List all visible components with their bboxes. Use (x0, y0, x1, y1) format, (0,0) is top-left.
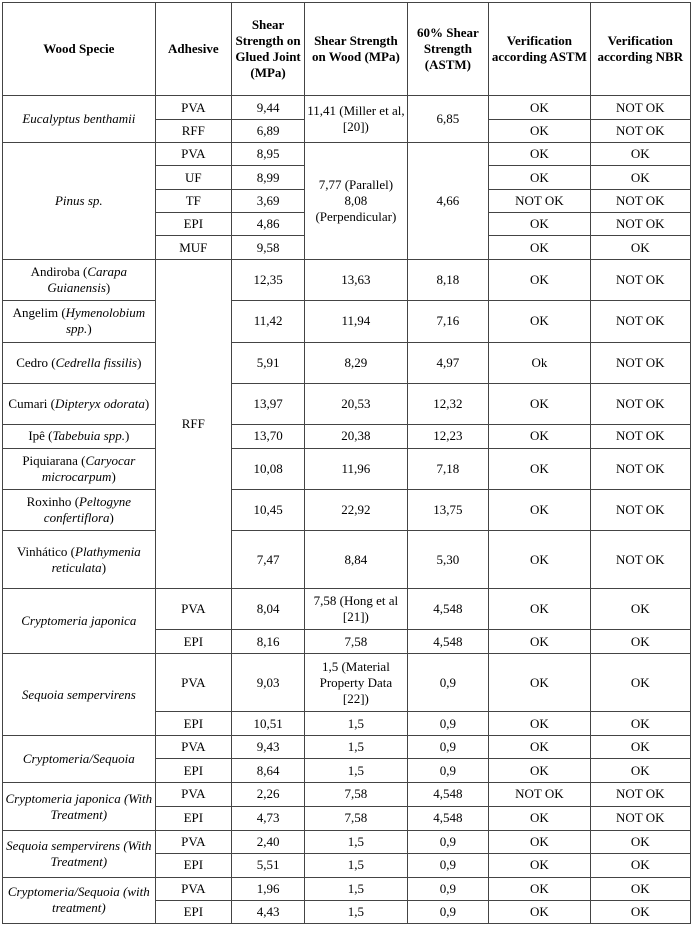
astm-cell: OK (489, 260, 590, 301)
table-row (3, 424, 691, 448)
adhesive-cell: EPI (155, 759, 231, 783)
species-cell: Cryptomeria/Sequoia (with treatment) (3, 877, 156, 923)
wood-cell: 8,84 (305, 530, 407, 588)
astm-cell: OK (489, 806, 590, 830)
species-cell: Ipê (Tabebuia spp.) (3, 424, 156, 448)
wood-cell: 1,5 (305, 900, 407, 923)
species-cell: Cedro (Cedrella fissilis) (3, 342, 156, 383)
header-wood-specie: Wood Specie (3, 3, 156, 96)
glued-cell: 3,69 (231, 190, 304, 213)
astm-cell: OK (489, 654, 590, 712)
astm-cell: OK (489, 736, 590, 759)
glued-cell: 9,44 (231, 96, 304, 120)
header-row (3, 3, 691, 96)
table-row (3, 342, 691, 383)
nbr-cell: NOT OK (590, 213, 690, 236)
nbr-cell: OK (590, 853, 690, 877)
astm-cell: OK (489, 301, 590, 342)
wood-cell: 20,38 (305, 424, 407, 448)
nbr-cell: NOT OK (590, 530, 690, 588)
table-row (3, 260, 691, 301)
table-row (3, 783, 691, 806)
astm-cell: Ok (489, 342, 590, 383)
astm-cell: OK (489, 383, 590, 424)
adhesive-cell: EPI (155, 213, 231, 236)
glued-cell: 13,70 (231, 424, 304, 448)
nbr-cell: NOT OK (590, 448, 690, 489)
astm-cell: OK (489, 166, 590, 190)
glued-cell: 4,43 (231, 900, 304, 923)
adhesive-cell: RFF (155, 260, 231, 589)
wood-cell: 7,58 (305, 630, 407, 654)
sixty-cell: 12,23 (407, 424, 489, 448)
astm-cell: OK (489, 530, 590, 588)
nbr-cell: OK (590, 712, 690, 736)
nbr-cell: NOT OK (590, 489, 690, 530)
sixty-cell: 5,30 (407, 530, 489, 588)
wood-cell: 7,58 (Hong et al [21]) (305, 589, 407, 630)
sixty-cell: 0,9 (407, 654, 489, 712)
nbr-cell: NOT OK (590, 96, 690, 120)
table-row (3, 654, 691, 712)
astm-cell: OK (489, 213, 590, 236)
species-cell: Roxinho (Peltogyne confertiflora) (3, 489, 156, 530)
adhesive-cell: PVA (155, 654, 231, 712)
astm-cell: OK (489, 448, 590, 489)
adhesive-cell: PVA (155, 736, 231, 759)
glued-cell: 4,73 (231, 806, 304, 830)
glued-cell: 8,99 (231, 166, 304, 190)
adhesive-cell: EPI (155, 806, 231, 830)
shear-strength-table (2, 2, 691, 924)
table-row (3, 589, 691, 630)
glued-cell: 10,08 (231, 448, 304, 489)
header-adhesive: Adhesive (155, 3, 231, 96)
wood-cell: 1,5 (305, 736, 407, 759)
nbr-cell: NOT OK (590, 260, 690, 301)
table-row (3, 530, 691, 588)
wood-cell: 11,41 (Miller et al, [20]) (305, 96, 407, 143)
astm-cell: OK (489, 489, 590, 530)
adhesive-cell: MUF (155, 236, 231, 260)
sixty-cell: 13,75 (407, 489, 489, 530)
sixty-cell: 0,9 (407, 736, 489, 759)
table-row (3, 877, 691, 900)
species-cell: Angelim (Hymenolobium spp.) (3, 301, 156, 342)
nbr-cell: NOT OK (590, 783, 690, 806)
adhesive-cell: PVA (155, 143, 231, 166)
glued-cell: 1,96 (231, 877, 304, 900)
nbr-cell: NOT OK (590, 301, 690, 342)
glued-cell: 2,40 (231, 830, 304, 853)
wood-cell: 11,96 (305, 448, 407, 489)
wood-cell: 7,58 (305, 783, 407, 806)
astm-cell: OK (489, 120, 590, 143)
glued-cell: 5,51 (231, 853, 304, 877)
species-cell: Andiroba (Carapa Guianensis) (3, 260, 156, 301)
species-cell: Eucalyptus benthamii (3, 96, 156, 143)
table-row (3, 448, 691, 489)
glued-cell: 12,35 (231, 260, 304, 301)
sixty-cell: 0,9 (407, 900, 489, 923)
adhesive-cell: PVA (155, 877, 231, 900)
glued-cell: 9,03 (231, 654, 304, 712)
nbr-cell: OK (590, 830, 690, 853)
wood-cell: 7,77 (Parallel) 8,08 (Perpendicular) (305, 143, 407, 260)
astm-cell: OK (489, 853, 590, 877)
sixty-cell: 4,548 (407, 630, 489, 654)
species-cell: Cryptomeria japonica (With Treatment) (3, 783, 156, 830)
glued-cell: 8,95 (231, 143, 304, 166)
glued-cell: 2,26 (231, 783, 304, 806)
adhesive-cell: PVA (155, 96, 231, 120)
nbr-cell: OK (590, 877, 690, 900)
sixty-cell: 8,18 (407, 260, 489, 301)
sixty-cell: 0,9 (407, 759, 489, 783)
species-cell: Sequoia sempervirens (With Treatment) (3, 830, 156, 877)
adhesive-cell: UF (155, 166, 231, 190)
wood-cell: 1,5 (305, 877, 407, 900)
astm-cell: OK (489, 96, 590, 120)
sixty-cell: 4,548 (407, 589, 489, 630)
nbr-cell: OK (590, 143, 690, 166)
sixty-cell: 0,9 (407, 830, 489, 853)
astm-cell: OK (489, 143, 590, 166)
nbr-cell: OK (590, 589, 690, 630)
adhesive-cell: RFF (155, 120, 231, 143)
wood-cell: 22,92 (305, 489, 407, 530)
wood-cell: 1,5 (305, 830, 407, 853)
adhesive-cell: EPI (155, 712, 231, 736)
glued-cell: 8,64 (231, 759, 304, 783)
adhesive-cell: PVA (155, 783, 231, 806)
sixty-cell: 0,9 (407, 712, 489, 736)
nbr-cell: NOT OK (590, 190, 690, 213)
astm-cell: NOT OK (489, 190, 590, 213)
sixty-cell: 4,548 (407, 806, 489, 830)
astm-cell: OK (489, 589, 590, 630)
nbr-cell: NOT OK (590, 342, 690, 383)
wood-cell: 8,29 (305, 342, 407, 383)
table-row (3, 301, 691, 342)
sixty-cell: 0,9 (407, 853, 489, 877)
wood-cell: 1,5 (305, 759, 407, 783)
species-cell: Cryptomeria/Sequoia (3, 736, 156, 783)
table-row (3, 736, 691, 759)
species-cell: Cryptomeria japonica (3, 589, 156, 654)
astm-cell: OK (489, 877, 590, 900)
header-astm: Verification according ASTM (489, 3, 590, 96)
astm-cell: OK (489, 236, 590, 260)
species-cell: Vinhático (Plathymenia reticulata) (3, 530, 156, 588)
astm-cell: OK (489, 712, 590, 736)
adhesive-cell: PVA (155, 830, 231, 853)
astm-cell: OK (489, 830, 590, 853)
glued-cell: 8,04 (231, 589, 304, 630)
nbr-cell: OK (590, 236, 690, 260)
glued-cell: 11,42 (231, 301, 304, 342)
header-nbr: Verification according NBR (590, 3, 690, 96)
glued-cell: 8,16 (231, 630, 304, 654)
nbr-cell: NOT OK (590, 424, 690, 448)
nbr-cell: OK (590, 630, 690, 654)
wood-cell: 1,5 (Material Property Data [22]) (305, 654, 407, 712)
table-row (3, 830, 691, 853)
nbr-cell: OK (590, 736, 690, 759)
glued-cell: 7,47 (231, 530, 304, 588)
header-sixty-percent: 60% Shear Strength (ASTM) (407, 3, 489, 96)
glued-cell: 10,51 (231, 712, 304, 736)
astm-cell: NOT OK (489, 783, 590, 806)
header-wood-strength: Shear Strength on Wood (MPa) (305, 3, 407, 96)
species-cell: Sequoia sempervirens (3, 654, 156, 736)
glued-cell: 5,91 (231, 342, 304, 383)
sixty-cell: 12,32 (407, 383, 489, 424)
sixty-cell: 4,548 (407, 783, 489, 806)
table-row (3, 383, 691, 424)
species-cell: Pinus sp. (3, 143, 156, 260)
astm-cell: OK (489, 630, 590, 654)
wood-cell: 13,63 (305, 260, 407, 301)
wood-cell: 1,5 (305, 853, 407, 877)
adhesive-cell: PVA (155, 589, 231, 630)
adhesive-cell: EPI (155, 853, 231, 877)
adhesive-cell: TF (155, 190, 231, 213)
sixty-cell: 7,18 (407, 448, 489, 489)
glued-cell: 9,43 (231, 736, 304, 759)
nbr-cell: OK (590, 900, 690, 923)
glued-cell: 4,86 (231, 213, 304, 236)
astm-cell: OK (489, 900, 590, 923)
glued-cell: 9,58 (231, 236, 304, 260)
wood-cell: 1,5 (305, 712, 407, 736)
glued-cell: 10,45 (231, 489, 304, 530)
table-row (3, 143, 691, 166)
species-cell: Piquiarana (Caryocar microcarpum) (3, 448, 156, 489)
adhesive-cell: EPI (155, 900, 231, 923)
sixty-cell: 6,85 (407, 96, 489, 143)
nbr-cell: NOT OK (590, 806, 690, 830)
sixty-cell: 4,97 (407, 342, 489, 383)
glued-cell: 13,97 (231, 383, 304, 424)
nbr-cell: OK (590, 759, 690, 783)
sixty-cell: 0,9 (407, 877, 489, 900)
wood-cell: 7,58 (305, 806, 407, 830)
sixty-cell: 4,66 (407, 143, 489, 260)
astm-cell: OK (489, 424, 590, 448)
nbr-cell: OK (590, 654, 690, 712)
glued-cell: 6,89 (231, 120, 304, 143)
table-row (3, 489, 691, 530)
header-glued-joint: Shear Strength on Glued Joint (MPa) (231, 3, 304, 96)
wood-cell: 11,94 (305, 301, 407, 342)
nbr-cell: NOT OK (590, 120, 690, 143)
species-cell: Cumari (Dipteryx odorata) (3, 383, 156, 424)
nbr-cell: OK (590, 166, 690, 190)
adhesive-cell: EPI (155, 630, 231, 654)
astm-cell: OK (489, 759, 590, 783)
sixty-cell: 7,16 (407, 301, 489, 342)
table-row (3, 96, 691, 120)
wood-cell: 20,53 (305, 383, 407, 424)
nbr-cell: NOT OK (590, 383, 690, 424)
